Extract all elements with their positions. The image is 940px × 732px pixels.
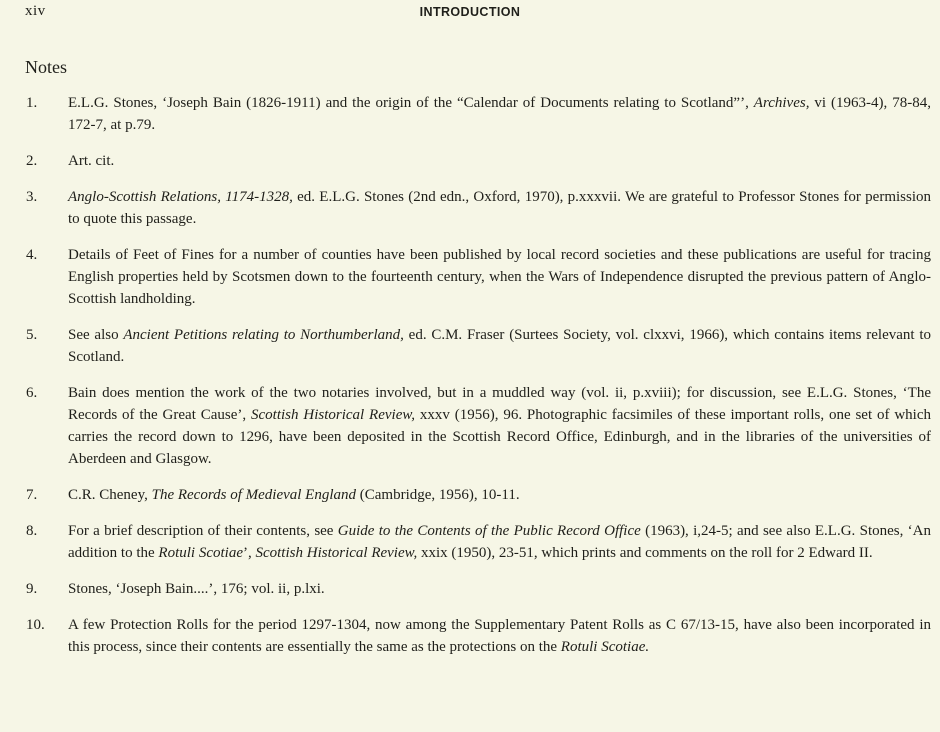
note-number: 5. <box>26 327 38 343</box>
note-number: 8. <box>26 523 38 539</box>
note-item <box>0 324 940 368</box>
note-italic-title: Rotuli Scotiae <box>158 545 243 561</box>
note-text-segment: (1963), i,24-5; and see also E.L.G. Stones, ‘An addition to the <box>68 523 931 561</box>
note-italic-title: The Records of Medieval England <box>151 487 357 503</box>
note-text <box>68 484 931 506</box>
note-italic-title: Rotuli Scotiae. <box>560 639 650 655</box>
note-text-segment: For a brief description of their contents, see <box>68 523 338 539</box>
note-number: 3. <box>26 189 38 205</box>
note-text-segment: Art. cit. <box>68 153 115 169</box>
page-number: xiv <box>25 3 46 19</box>
note-italic-title: Archives, <box>753 95 810 111</box>
note-item <box>0 150 940 172</box>
note-text-segment: vi (1963-4), 78-84, 172-7, at p.79. <box>68 95 931 133</box>
note-text-segment: ed. C.M. Fraser (Surtees Society, vol. clxxvi, 1966), which contains items relevant to Scotland. <box>68 327 931 365</box>
note-text <box>68 324 931 368</box>
note-number: 9. <box>26 581 38 597</box>
note-text-segment: See also <box>68 327 124 343</box>
note-text-segment: (Cambridge, 1956), 10-11. <box>356 487 520 503</box>
note-text-segment: ’, <box>242 545 256 561</box>
note-text <box>68 186 931 230</box>
note-text <box>68 382 931 470</box>
note-text-segment: E.L.G. Stones, ‘Joseph Bain (1826-1911) and the origin of the “Calendar of Documents relating to Scotland”’, <box>68 95 754 111</box>
note-text-segment: C.R. Cheney, <box>68 487 152 503</box>
note-text <box>68 244 931 310</box>
note-item <box>0 614 940 658</box>
note-italic-title: Anglo-Scottish Relations, 1174-1328, <box>68 189 293 205</box>
note-item <box>0 186 940 230</box>
note-italic-title: Scottish Historical Review, <box>255 545 418 561</box>
note-text <box>68 578 931 600</box>
note-item <box>0 92 940 136</box>
notes-list <box>0 92 940 672</box>
note-text-segment: Details of Feet of Fines for a number of counties have been published by local record societies and these publications are useful for tracing English properties held by Scotsmen down to the fourteenth century, when the Wars of Independence disrupted the previous pattern of Anglo-Scottish landholding. <box>68 247 931 307</box>
note-number: 7. <box>26 487 38 503</box>
note-text <box>68 520 931 564</box>
note-number: 6. <box>26 385 38 401</box>
note-text-segment: xxix (1950), 23-51, which prints and comments on the roll for 2 Edward II. <box>417 545 873 561</box>
note-italic-title: Scottish Historical Review, <box>251 407 415 423</box>
note-text-segment: Bain does mention the work of the two notaries involved, but in a muddled way (vol. ii, p.xviii); for discussion, see E.L.G. Stones, ‘The Records of the Great Cause’, <box>68 385 931 423</box>
note-text-segment: A few Protection Rolls for the period 1297-1304, now among the Supplementary Patent Rolls as C 67/13-15, have also been incorporated in this process, since their contents are essentially the same as the protections on the <box>68 617 931 655</box>
note-italic-title: Ancient Petitions relating to Northumberland, <box>123 327 404 343</box>
note-item <box>0 578 940 600</box>
note-text <box>68 92 931 136</box>
note-text <box>68 150 931 172</box>
note-text-segment: ed. E.L.G. Stones (2nd edn., Oxford, 1970), p.xxxvii. We are grateful to Professor Stones for permission to quote this passage. <box>68 189 931 227</box>
note-number: 10. <box>26 617 45 633</box>
note-item <box>0 382 940 470</box>
note-italic-title: Guide to the Contents of the Public Record Office <box>337 523 641 539</box>
note-item <box>0 244 940 310</box>
note-number: 4. <box>26 247 38 263</box>
note-item <box>0 520 940 564</box>
note-number: 2. <box>26 153 38 169</box>
note-text-segment: Stones, ‘Joseph Bain....’, 176; vol. ii, p.lxi. <box>68 581 325 597</box>
note-number: 1. <box>26 95 38 111</box>
running-head: INTRODUCTION <box>419 5 521 19</box>
note-item <box>0 484 940 506</box>
notes-heading: Notes <box>25 57 67 77</box>
note-text-segment: xxxv (1956), 96. Photographic facsimiles of these important rolls, one set of which carries the record down to 1296, have been deposited in the Scottish Record Office, Edinburgh, and in the libraries of the universities of Aberdeen and Glasgow. <box>68 407 932 467</box>
note-text <box>68 614 931 658</box>
